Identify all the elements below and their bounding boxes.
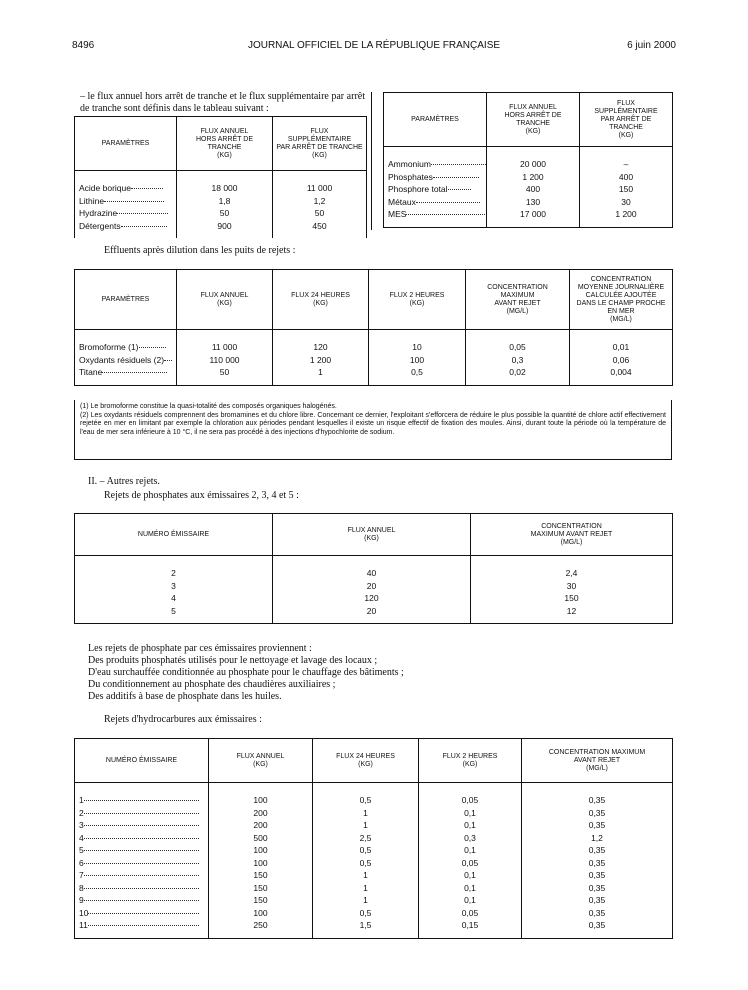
table-row — [384, 171, 673, 184]
row-label-text: Titane — [79, 367, 103, 377]
table-row — [75, 844, 673, 857]
table-phosphate-discharges — [74, 513, 673, 624]
dot-leader — [131, 187, 163, 189]
table-cell: 3 — [75, 580, 273, 593]
table-cell: 12 — [471, 605, 673, 624]
dot-leader — [84, 887, 199, 889]
row-label-text: Oxydants résiduels (2) — [79, 354, 165, 365]
table-cell: 0,35 — [522, 783, 673, 807]
table-cell: 5 — [75, 605, 273, 624]
table-cell: 1 200 — [580, 208, 673, 227]
table-cell: 4 — [75, 592, 273, 605]
row-label-text: 7 — [79, 870, 84, 880]
column-header: PARAMÈTRES — [384, 93, 487, 147]
table-cell: 200 — [209, 819, 313, 832]
column-header: CONCENTRATION MOYENNE JOURNALIÈRE CALCULÉE AJOUTÉE DANS LE CHAMP PROCHE EN MER (MG/L) — [570, 270, 673, 330]
table-cell: 50 — [177, 207, 273, 220]
table-cell: 1 200 — [487, 171, 580, 184]
table-cell: 1 — [313, 882, 419, 895]
dot-leader — [84, 799, 199, 801]
table-cell: 2 — [75, 556, 273, 580]
table-cell: 10 — [369, 330, 466, 354]
table-cell: 0,06 — [570, 354, 673, 367]
table-row — [384, 196, 673, 209]
column-header: FLUX SUPPLÉMENTAIRE PAR ARRÊT DE TRANCHE (KG) — [580, 93, 673, 147]
row-label — [75, 330, 177, 354]
table-cell: 0,15 — [419, 919, 522, 938]
table-row — [384, 208, 673, 227]
table-cell: 450 — [273, 220, 367, 239]
row-label-text: 11 — [79, 920, 88, 930]
table-row — [75, 783, 673, 807]
dot-leader — [102, 371, 166, 373]
table-cell: 1,2 — [273, 195, 367, 208]
row-label — [75, 207, 177, 220]
table-row — [384, 147, 673, 171]
table-cell: 0,35 — [522, 894, 673, 907]
table-cell: 0,1 — [419, 819, 522, 832]
table-cell: 1 200 — [273, 354, 369, 367]
row-label-text: Détergents — [79, 220, 121, 231]
column-header: CONCENTRATION MAXIMUM AVANT REJET (MG/L) — [522, 739, 673, 783]
dot-leader — [88, 924, 199, 926]
table-cell: 50 — [273, 207, 367, 220]
table-cell: 1 — [273, 366, 369, 385]
table-cell: 1,5 — [313, 919, 419, 938]
table-cell: 0,35 — [522, 882, 673, 895]
table-cell: 20 000 — [487, 147, 580, 171]
table-row — [75, 894, 673, 907]
dot-leader — [433, 176, 479, 178]
row-label-text: Hydrazine — [79, 208, 118, 218]
table-cell: 150 — [471, 592, 673, 605]
table-cell: 0,1 — [419, 882, 522, 895]
table-cell: 40 — [273, 556, 471, 580]
journal-title: JOURNAL OFFICIEL DE LA RÉPUBLIQUE FRANÇAISE — [247, 40, 501, 51]
row-label-text: Phosphore total — [388, 184, 448, 194]
table-cell: 0,35 — [522, 869, 673, 882]
table-effluents-dilution — [74, 269, 673, 386]
table-row — [75, 869, 673, 882]
table-row — [75, 330, 673, 354]
row-label-text: Acide borique — [79, 183, 131, 193]
row-label — [384, 208, 487, 227]
table-cell: 0,5 — [313, 783, 419, 807]
table-cell: 2,4 — [471, 556, 673, 580]
footnote-1: (1) Le bromoforme constitue la quasi-totalité des composés organiques halogénés. — [80, 403, 337, 410]
section-title: II. – Autres rejets. — [88, 476, 160, 487]
row-label — [384, 171, 487, 184]
dot-leader — [84, 849, 199, 851]
column-header: FLUX ANNUEL HORS ARRÊT DE TRANCHE (KG) — [487, 93, 580, 147]
table-row — [75, 195, 367, 208]
row-label — [75, 882, 209, 895]
table-annual-flux-right — [383, 92, 673, 228]
table-cell: 18 000 — [177, 171, 273, 195]
row-label — [75, 894, 209, 907]
table-cell: 30 — [580, 196, 673, 209]
row-label — [75, 907, 209, 920]
dot-leader — [84, 837, 199, 839]
row-label-text: Bromoforme (1) — [79, 342, 139, 352]
effluents-heading: Effluents après dilution dans les puits de rejets : — [104, 245, 296, 256]
column-header: PARAMÈTRES — [75, 270, 177, 330]
table-row — [75, 171, 367, 195]
table-row — [75, 366, 673, 385]
dot-leader — [164, 359, 172, 361]
table-row — [75, 807, 673, 820]
table-cell: 0,02 — [466, 366, 570, 385]
table-cell: 0,3 — [419, 832, 522, 845]
dot-leader — [84, 862, 199, 864]
column-header: FLUX 2 HEURES (KG) — [369, 270, 466, 330]
source-line: Les rejets de phosphate par ces émissaires proviennent : — [88, 643, 312, 654]
dot-leader — [84, 899, 199, 901]
table-cell: 11 000 — [273, 171, 367, 195]
table-row — [75, 819, 673, 832]
table-cell: 20 — [273, 580, 471, 593]
row-label-text: Ammonium — [388, 159, 431, 169]
dot-leader — [88, 912, 199, 914]
row-label — [384, 196, 487, 209]
table-cell: 0,35 — [522, 807, 673, 820]
table-cell: 0,5 — [313, 844, 419, 857]
table-row — [75, 919, 673, 938]
table-footnotes — [74, 400, 672, 460]
table-cell: 500 — [209, 832, 313, 845]
source-line: Du conditionnement au phosphate des chaudières auxiliaires ; — [88, 679, 336, 690]
row-label-text: 9 — [79, 895, 84, 905]
table-cell: 2,5 — [313, 832, 419, 845]
table-cell: 0,5 — [313, 857, 419, 870]
column-header: NUMÉRO ÉMISSAIRE — [75, 514, 273, 556]
row-label — [75, 819, 209, 832]
row-label — [75, 354, 177, 367]
table-cell: 0,05 — [419, 857, 522, 870]
table-row — [75, 832, 673, 845]
row-label-text: MES — [388, 209, 407, 219]
table-row — [75, 857, 673, 870]
table-cell: 0,35 — [522, 844, 673, 857]
row-label — [75, 844, 209, 857]
row-label — [75, 195, 177, 208]
hydrocarbon-heading: Rejets d'hydrocarbures aux émissaires : — [104, 714, 262, 725]
table-cell: 0,35 — [522, 919, 673, 938]
table-annual-flux-left — [74, 116, 367, 238]
table-hydrocarbon-discharges — [74, 738, 673, 939]
column-header: FLUX ANNUEL (KG) — [209, 739, 313, 783]
table-cell: 0,5 — [313, 907, 419, 920]
dot-leader — [431, 163, 486, 165]
table-cell: 11 000 — [177, 330, 273, 354]
table-row — [75, 354, 673, 367]
column-header: FLUX ANNUEL (KG) — [273, 514, 471, 556]
table-row — [75, 580, 673, 593]
row-label — [75, 857, 209, 870]
column-divider — [371, 92, 372, 230]
intro-text: – le flux annuel hors arrêt de tranche et le flux supplémentaire par arrêt de tranche sont définis dans le tableau suivant : — [80, 91, 365, 114]
source-line: Des produits phosphatés utilisés pour le nettoyage et lavage des locaux ; — [88, 655, 378, 666]
table-cell: 100 — [369, 354, 466, 367]
table-cell: 0,01 — [570, 330, 673, 354]
dot-leader — [406, 213, 484, 215]
column-header: NUMÉRO ÉMISSAIRE — [75, 739, 209, 783]
table-cell: 110 000 — [177, 354, 273, 367]
column-header: FLUX 2 HEURES (KG) — [419, 739, 522, 783]
row-label — [384, 147, 487, 171]
table-cell: 0,35 — [522, 819, 673, 832]
table-cell: 0,05 — [419, 907, 522, 920]
row-label-text: 5 — [79, 845, 84, 855]
table-row — [75, 207, 367, 220]
table-cell: 30 — [471, 580, 673, 593]
table-cell: 20 — [273, 605, 471, 624]
dot-leader — [84, 824, 199, 826]
phosphate-heading: Rejets de phosphates aux émissaires 2, 3, 4 et 5 : — [104, 490, 299, 501]
row-label — [75, 832, 209, 845]
table-cell: 17 000 — [487, 208, 580, 227]
table-cell: 100 — [209, 907, 313, 920]
table-cell: 1 — [313, 894, 419, 907]
column-header: FLUX ANNUEL (KG) — [177, 270, 273, 330]
table-cell: 150 — [209, 882, 313, 895]
dot-leader — [117, 212, 168, 214]
row-label — [384, 183, 487, 196]
table-cell: 120 — [273, 330, 369, 354]
table-cell: – — [580, 147, 673, 171]
column-header: FLUX 24 HEURES (KG) — [273, 270, 369, 330]
table-cell: 900 — [177, 220, 273, 239]
dot-leader — [139, 346, 167, 348]
column-header: CONCENTRATION MAXIMUM AVANT REJET (MG/L) — [466, 270, 570, 330]
dot-leader — [104, 200, 164, 202]
table-cell: 0,35 — [522, 907, 673, 920]
row-label — [75, 366, 177, 385]
table-row — [384, 183, 673, 196]
table-cell: 50 — [177, 366, 273, 385]
column-header: FLUX 24 HEURES (KG) — [313, 739, 419, 783]
page-header — [72, 40, 676, 54]
table-cell: 250 — [209, 919, 313, 938]
table-row — [75, 592, 673, 605]
dot-leader — [121, 225, 167, 227]
row-label-text: 6 — [79, 857, 84, 868]
table-cell: 100 — [209, 783, 313, 807]
publication-date: 6 juin 2000 — [627, 40, 676, 51]
table-cell: 400 — [580, 171, 673, 184]
source-line: D'eau surchauffée conditionnée au phosphate pour le chauffage des bâtiments ; — [88, 667, 404, 678]
table-row — [75, 882, 673, 895]
table-cell: 200 — [209, 807, 313, 820]
footnote-2: (2) Les oxydants résiduels comprennent des bromamines et du chlore libre. Concernant ce dernier, l'exploitant s'efforcera de réduire le plus possible la quantité de chlore actif effectivement rejetée en mer en limitant par exemple la chloration aux périodes pendant lesquelles il existe un risque effectif de fixation des moules. Ainsi, durant toute la période où la température de l'eau de mer sera inférieure à 10 °C, il ne sera pas procédé à des injections d'hypochlorite de sodium. — [80, 411, 666, 436]
column-header: CONCENTRATION MAXIMUM AVANT REJET (MG/L) — [471, 514, 673, 556]
table-row — [75, 605, 673, 624]
dot-leader — [84, 874, 199, 876]
table-cell: 0,1 — [419, 844, 522, 857]
table-cell: 150 — [209, 894, 313, 907]
page-number: 8496 — [72, 40, 95, 51]
dot-leader — [448, 188, 471, 190]
row-label — [75, 171, 177, 195]
row-label — [75, 783, 209, 807]
table-cell: 100 — [209, 844, 313, 857]
table-row — [75, 907, 673, 920]
table-cell: 0,1 — [419, 869, 522, 882]
row-label-text: Phosphates — [388, 171, 433, 182]
table-cell: 1 — [313, 869, 419, 882]
table-cell: 0,1 — [419, 807, 522, 820]
row-label-text: 2 — [79, 807, 84, 818]
table-cell: 1,8 — [177, 195, 273, 208]
dot-leader — [84, 812, 199, 814]
table-cell: 0,35 — [522, 857, 673, 870]
row-label-text: 1 — [79, 795, 84, 805]
table-cell: 1 — [313, 807, 419, 820]
column-header: PARAMÈTRES — [75, 117, 177, 171]
row-label-text: 10 — [79, 907, 89, 918]
table-cell: 0,004 — [570, 366, 673, 385]
table-cell: 100 — [209, 857, 313, 870]
row-label — [75, 919, 209, 938]
source-line: Des additifs à base de phosphate dans les huiles. — [88, 691, 282, 702]
table-row — [75, 556, 673, 580]
row-label — [75, 869, 209, 882]
table-cell: 0,1 — [419, 894, 522, 907]
table-cell: 150 — [580, 183, 673, 196]
table-cell: 0,05 — [419, 783, 522, 807]
row-label-text: 8 — [79, 882, 84, 893]
table-cell: 130 — [487, 196, 580, 209]
phosphate-sources — [88, 643, 404, 703]
row-label-text: Métaux — [388, 196, 416, 207]
column-header: FLUX SUPPLÉMENTAIRE PAR ARRÊT DE TRANCHE (KG) — [273, 117, 367, 171]
table-cell: 0,5 — [369, 366, 466, 385]
row-label — [75, 220, 177, 239]
row-label — [75, 807, 209, 820]
column-header: FLUX ANNUEL HORS ARRÊT DE TRANCHE (KG) — [177, 117, 273, 171]
table-cell: 120 — [273, 592, 471, 605]
table-cell: 150 — [209, 869, 313, 882]
table-row — [75, 220, 367, 239]
table-cell: 400 — [487, 183, 580, 196]
table-cell: 0,3 — [466, 354, 570, 367]
dot-leader — [416, 201, 480, 203]
table-cell: 1 — [313, 819, 419, 832]
row-label-text: Lithine — [79, 195, 105, 206]
table-cell: 1,2 — [522, 832, 673, 845]
row-label-text: 3 — [79, 820, 84, 830]
row-label-text: 4 — [79, 832, 84, 843]
table-cell: 0,05 — [466, 330, 570, 354]
